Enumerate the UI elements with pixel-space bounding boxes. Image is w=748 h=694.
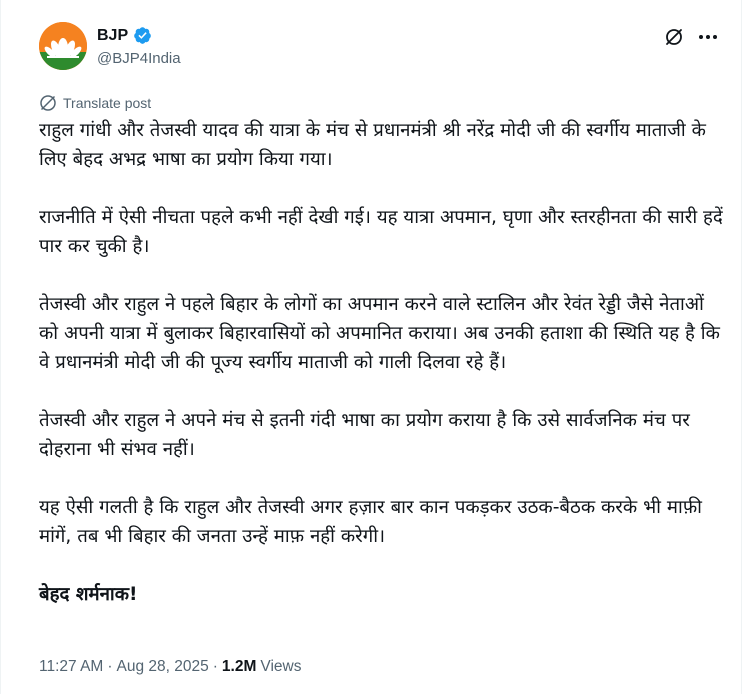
author-handle[interactable]: @BJP4India: [97, 50, 181, 67]
translate-post-link[interactable]: [39, 94, 151, 112]
tweet-paragraph: राहुल गांधी और तेजस्वी यादव की यात्रा के मंच से प्रधानमंत्री श्री नरेंद्र मोदी जी की स्वर्गीय माताजी के लिए बेहद अभद्र भाषा का प्रयोग किया गया।: [39, 120, 706, 170]
avatar[interactable]: [39, 22, 87, 70]
more-options-icon[interactable]: [696, 26, 720, 48]
tweet-text: [39, 116, 725, 609]
views-label: Views: [260, 658, 302, 675]
translate-icon: [39, 94, 57, 112]
tweet-paragraph: यह ऐसी गलती है कि राहुल और तेजस्वी अगर हज़ार बार कान पकड़कर उठक-बैठक करके भी माफ़ी मांगें, तब भी बिहार की जनता उन्हें माफ़ नहीं करेगी।: [39, 497, 702, 547]
tweet-meta: [39, 658, 301, 676]
meta-separator: ·: [107, 658, 113, 675]
author-name-row: [97, 26, 152, 45]
tweet-time[interactable]: 11:27 AM: [39, 658, 104, 675]
verified-badge-icon[interactable]: [133, 26, 152, 45]
grok-icon[interactable]: [663, 26, 685, 48]
lotus-logo-icon: [39, 22, 87, 70]
tweet-paragraph: तेजस्वी और राहुल ने अपने मंच से इतनी गंदी भाषा का प्रयोग कराया है कि उसे सार्वजनिक मंच पर दोहराना भी संभव नहीं।: [39, 410, 690, 460]
meta-separator: ·: [212, 658, 218, 675]
tweet-paragraph: राजनीति में ऐसी नीचता पहले कभी नहीं देखी गई। यह यात्रा अपमान, घृणा और स्तरहीनता की सारी हदें पार कर चुकी है।: [39, 207, 723, 257]
tweet-paragraph: तेजस्वी और राहुल ने पहले बिहार के लोगों का अपमान करने वाले स्टालिन और रेवंत रेड्डी जैसे नेताओं को अपनी यात्रा में बुलाकर बिहारवासियों को अपमानित कराया। अब उनकी हताशा की स्थिति यह है कि वे प्रधानमंत्री मोदी जी की पूज्य स्वर्गीय माताजी को गाली दिलवा रहे हैं।: [39, 294, 720, 373]
tweet-closing: बेहद शर्मनाक!: [39, 584, 138, 605]
views-count: 1.2M: [221, 658, 257, 675]
author-display-name[interactable]: BJP: [97, 26, 129, 44]
translate-post-label: Translate post: [63, 95, 152, 111]
tweet-date[interactable]: Aug 28, 2025: [116, 658, 209, 675]
